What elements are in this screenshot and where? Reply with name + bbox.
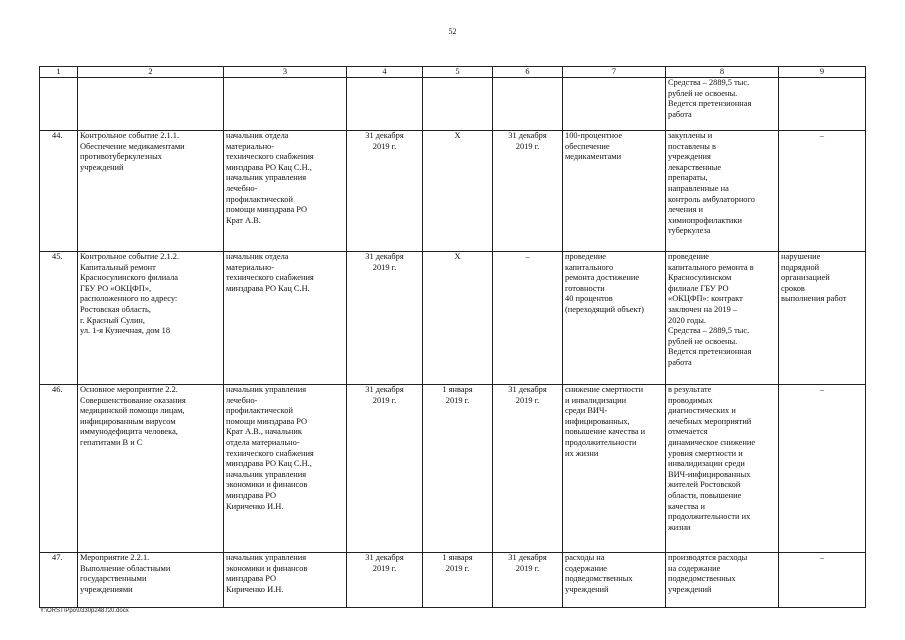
result-fact-cell: в результате проводимых диагностических и лечебных мероприятий отмечается динамическое снижение уровня смертности и инвалидизации среди ВИЧ-инфицированных жителей Ростовской области, повышение качества и продолжительности их жизни (666, 385, 779, 553)
result-fact-cell: Средства – 2889,5 тыс. рублей не освоены. Ведется претензионная работа (666, 78, 779, 131)
date-fact-cell: 31 декабря 2019 г. (493, 385, 563, 553)
column-number-row (40, 67, 866, 78)
result-plan-cell: 100-процентное обеспечение медикаментами (563, 131, 666, 252)
result-fact-cell: производятся расходы на содержание подведомственных учреждений (666, 553, 779, 608)
event-name-cell: Контрольное событие 2.1.2. Капитальный ремонт Красносулинского филиала ГБУ РО «ОКЦФП», расположенного по адресу: Ростовская область, г. Красный Сулин, ул. 1-я Кузнечная, дом 18 (78, 252, 224, 385)
table-row (40, 553, 866, 608)
responsible-cell: начальник отдела материально- технического снабжения минздрава РО Кац С.Н., начальник управления лечебно- профилактической помощи минздрава РО Крат А.В. (224, 131, 347, 252)
column-header: 2 (78, 67, 224, 78)
table-row-carry-over (40, 78, 866, 131)
date-plan-cell: 31 декабря 2019 г. (347, 252, 423, 385)
footer-file-path: Y:\ORST\Ppo\0330p248.f20.docx (40, 608, 129, 614)
column-header: 7 (563, 67, 666, 78)
result-plan-cell: снижение смертности и инвалидизации среди ВИЧ- инфицированных, повышение качества и продолжительности их жизни (563, 385, 666, 553)
row-number: 47. (40, 553, 78, 608)
column-header: 9 (779, 67, 866, 78)
table-row (40, 385, 866, 553)
date-fact-cell: 31 декабря 2019 г. (493, 553, 563, 608)
event-name-cell: Мероприятие 2.2.1. Выполнение областными государственными учреждениями (78, 553, 224, 608)
event-name-cell: Основное мероприятие 2.2. Совершенствование оказания медицинской помощи лицам, инфицированным вирусом иммунодефицита человека, гепатитами В и С (78, 385, 224, 553)
column-header: 5 (423, 67, 493, 78)
date-start-cell: 1 января 2019 г. (423, 553, 493, 608)
column-header: 1 (40, 67, 78, 78)
result-fact-cell: закуплены и поставлены в учреждения лекарственные препараты, направленные на контроль амбулаторного лечения и химиопрофилактики туберкулеза (666, 131, 779, 252)
column-header: 8 (666, 67, 779, 78)
table-row (40, 131, 866, 252)
date-plan-cell: 31 декабря 2019 г. (347, 385, 423, 553)
column-header: 4 (347, 67, 423, 78)
date-fact-cell: 31 декабря 2019 г. (493, 131, 563, 252)
result-plan-cell: проведение капитального ремонта достижение готовности 40 процентов (переходящий объект) (563, 252, 666, 385)
date-start-cell: 1 января 2019 г. (423, 385, 493, 553)
responsible-cell: начальник отдела материально- технического снабжения минздрава РО Кац С.Н. (224, 252, 347, 385)
date-plan-cell: 31 декабря 2019 г. (347, 553, 423, 608)
problems-cell: – (779, 131, 866, 252)
row-number: 44. (40, 131, 78, 252)
date-fact-cell: – (493, 252, 563, 385)
date-plan-cell: 31 декабря 2019 г. (347, 131, 423, 252)
problems-cell: – (779, 385, 866, 553)
column-header: 3 (224, 67, 347, 78)
report-table (39, 66, 866, 608)
problems-cell: нарушение подрядной организацией сроков выполнения работ (779, 252, 866, 385)
row-number: 46. (40, 385, 78, 553)
page-number: 52 (448, 27, 457, 36)
table-row (40, 252, 866, 385)
date-start-cell: X (423, 252, 493, 385)
column-header: 6 (493, 67, 563, 78)
date-start-cell: X (423, 131, 493, 252)
event-name-cell: Контрольное событие 2.1.1. Обеспечение медикаментами противотуберкулезных учреждений (78, 131, 224, 252)
result-plan-cell: расходы на содержание подведомственных учреждений (563, 553, 666, 608)
row-number: 45. (40, 252, 78, 385)
problems-cell: – (779, 553, 866, 608)
responsible-cell: начальник управления экономики и финансов минздрава РО Кириченко И.Н. (224, 553, 347, 608)
responsible-cell: начальник управления лечебно- профилактической помощи минздрава РО Крат А.В., начальник отдела материально- технического снабжения минздрава РО Кац С.Н., начальник управления экономики и финансов минздрава РО Кириченко И.Н. (224, 385, 347, 553)
result-fact-cell: проведение капитального ремонта в Красносулинском филиале ГБУ РО «ОКЦФП»: контракт заключен на 2019 – 2020 годы. Средства – 2889,5 тыс. рублей не освоены. Ведется претензионная работа (666, 252, 779, 385)
